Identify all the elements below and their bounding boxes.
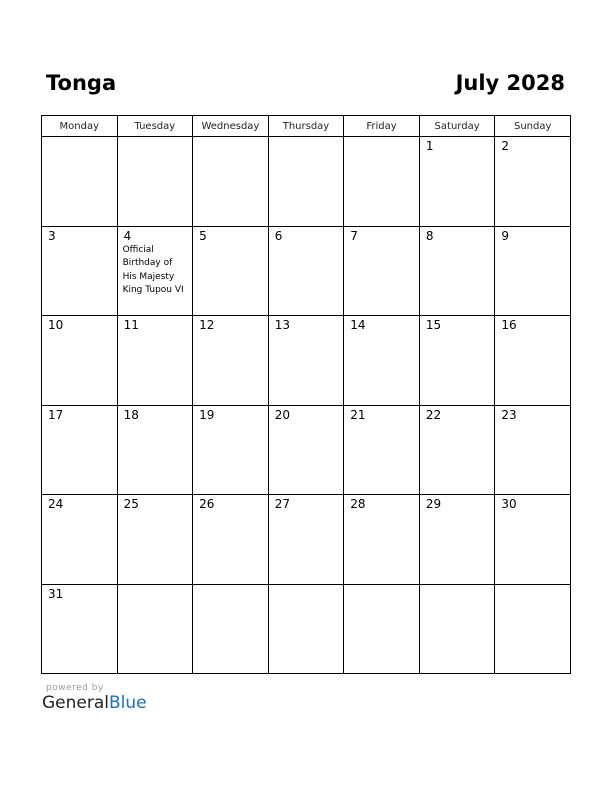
weekday-header: Tuesday: [117, 116, 193, 137]
day-number: 2: [501, 139, 510, 153]
day-cell: [495, 137, 571, 227]
day-number: [42, 137, 117, 140]
day-cell: [419, 584, 495, 674]
day-cell: [495, 405, 571, 495]
day-cell: [419, 226, 495, 316]
day-cell: [419, 316, 495, 406]
day-number: [344, 137, 419, 140]
week-row: [42, 495, 571, 585]
day-number: [269, 137, 344, 140]
calendar-body: [42, 137, 571, 674]
day-number: 8: [425, 228, 434, 243]
day-number: 31: [48, 586, 64, 601]
week-row: [42, 137, 571, 227]
day-cell: [117, 405, 193, 495]
day-cell: [193, 316, 269, 406]
day-cell: [193, 405, 269, 495]
holiday-event: Official Birthday of His Majesty King Tupou VI: [122, 244, 184, 295]
day-cell: [193, 584, 269, 674]
day-cell: [193, 226, 269, 316]
powered-by-text: powered by: [46, 683, 104, 693]
day-cell: [268, 316, 344, 406]
day-number: 5: [199, 228, 207, 243]
day-number: 6: [274, 228, 283, 243]
day-number: [495, 585, 570, 588]
day-number: 15: [425, 318, 442, 332]
day-number: 16: [501, 318, 517, 332]
day-number: [118, 585, 193, 588]
calendar-grid: [41, 115, 571, 674]
day-cell: [42, 226, 118, 316]
day-cell: [193, 495, 269, 585]
day-number: [193, 137, 268, 140]
weekday-header: Thursday: [268, 116, 344, 137]
day-cell: [42, 137, 118, 227]
day-cell: [268, 405, 344, 495]
day-cell: [344, 316, 420, 406]
day-cell: [344, 405, 420, 495]
day-cell: [42, 405, 118, 495]
day-cell: [344, 495, 420, 585]
day-cell: [268, 137, 344, 227]
day-cell: [419, 405, 495, 495]
day-cell: [42, 316, 118, 406]
weekday-header: Wednesday: [193, 116, 269, 137]
day-number: [344, 585, 419, 588]
day-number: [269, 585, 344, 588]
generalblue-logo[interactable]: [42, 693, 147, 713]
weekday-header: Saturday: [419, 116, 495, 137]
day-cell: [42, 495, 118, 585]
day-cell: [42, 584, 118, 674]
logo-general-text: General: [42, 693, 109, 713]
day-number: [420, 585, 495, 588]
weekday-header-row: [42, 116, 571, 137]
day-cell: [117, 495, 193, 585]
day-number: 9: [501, 228, 510, 243]
day-cell: [117, 584, 193, 674]
day-number: 22: [425, 407, 442, 422]
week-row: [42, 405, 571, 495]
day-cell: [193, 137, 269, 227]
day-number: 18: [123, 407, 139, 422]
week-row: [42, 584, 571, 674]
day-cell: [419, 495, 495, 585]
day-number: 17: [48, 407, 64, 422]
week-row: [42, 226, 571, 316]
day-number: 21: [350, 407, 366, 422]
day-cell: [495, 584, 571, 674]
day-cell: [268, 584, 344, 674]
day-number: 3: [48, 228, 56, 243]
day-number: 10: [48, 318, 64, 332]
day-number: 30: [501, 497, 517, 511]
day-number: 26: [199, 497, 215, 511]
day-cell: [344, 137, 420, 227]
day-cell: [344, 226, 420, 316]
day-number: [193, 585, 268, 588]
day-number: 24: [48, 497, 64, 511]
month-title: July 2028: [455, 71, 565, 95]
day-number: 25: [123, 497, 139, 511]
day-number: [118, 137, 193, 140]
day-cell: [495, 316, 571, 406]
weekday-header: Monday: [42, 116, 118, 137]
day-cell: [117, 137, 193, 227]
day-number: 14: [350, 318, 366, 332]
day-number: 23: [501, 407, 517, 422]
day-cell: [117, 226, 193, 316]
logo-blue-text: Blue: [109, 693, 147, 713]
day-cell: [495, 495, 571, 585]
weekday-header: Friday: [344, 116, 420, 137]
day-number: 20: [274, 407, 290, 422]
day-number: 4: [123, 228, 132, 243]
day-number: 27: [274, 497, 290, 511]
day-cell: [344, 584, 420, 674]
day-number: 19: [199, 407, 215, 422]
weekday-header: Sunday: [495, 116, 571, 137]
day-number: 28: [350, 497, 366, 511]
day-number: 1: [425, 139, 434, 153]
week-row: [42, 316, 571, 406]
day-number: 29: [425, 497, 442, 511]
country-title: Tonga: [46, 71, 117, 95]
day-cell: [268, 226, 344, 316]
day-cell: [268, 495, 344, 585]
day-cell: [117, 316, 193, 406]
day-cell: [495, 226, 571, 316]
day-number: 12: [199, 318, 215, 332]
day-number: 11: [123, 318, 139, 332]
day-number: 13: [274, 318, 290, 332]
day-cell: [419, 137, 495, 227]
day-number: 7: [350, 228, 358, 243]
